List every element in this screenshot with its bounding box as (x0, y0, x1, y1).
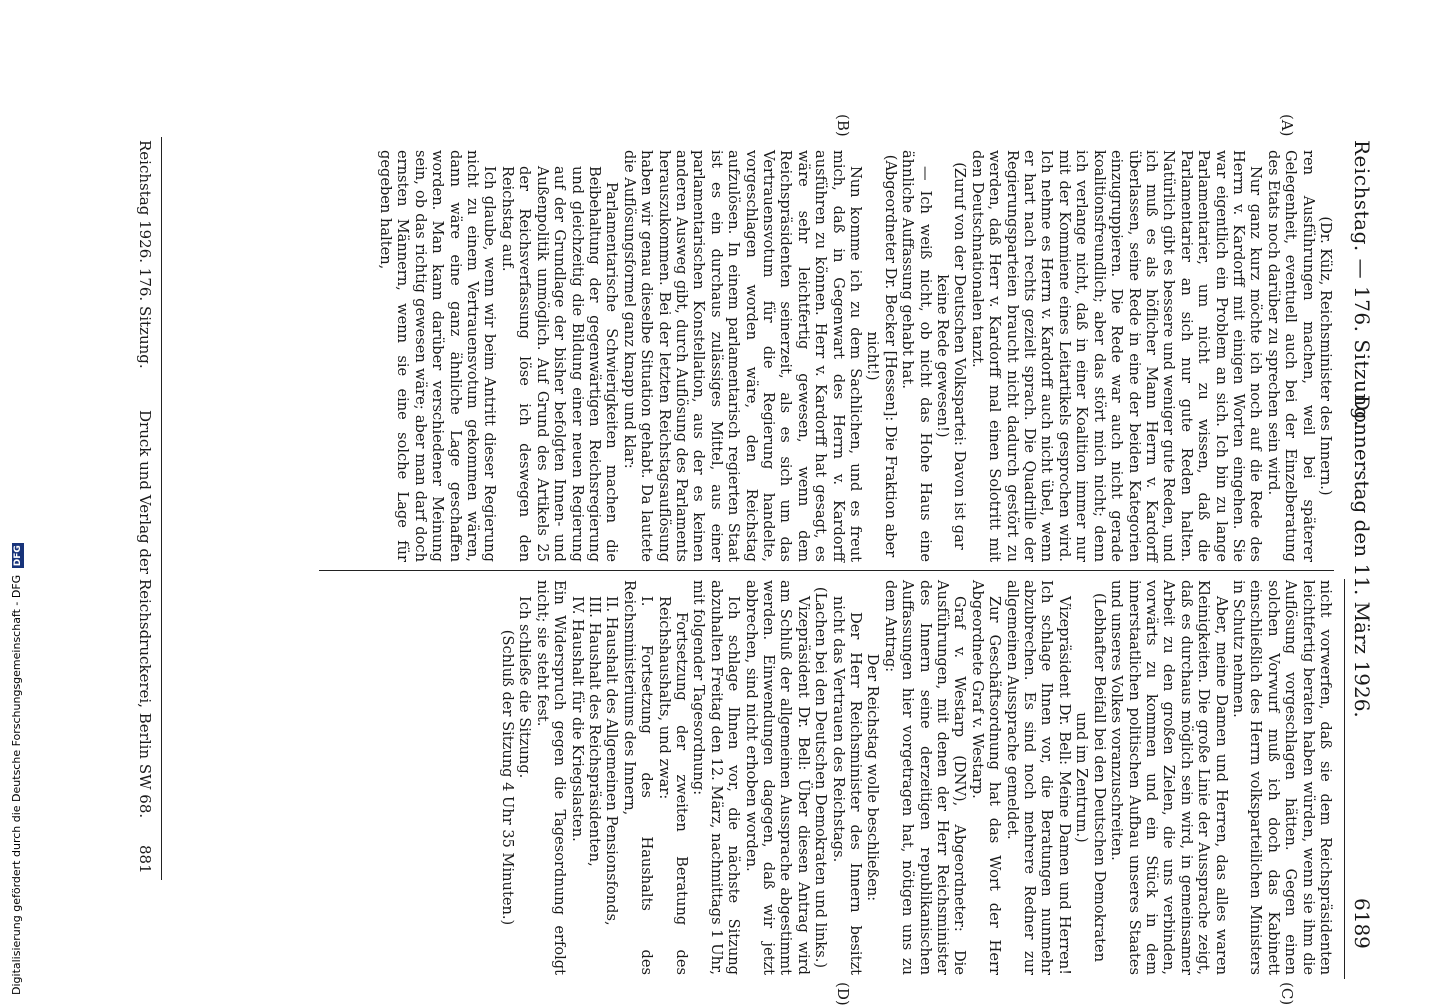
motion-heading: Der Reichstag wolle beschließen: (864, 653, 882, 902)
agenda-item: IV. Haushalt für die Kriegslasten. (568, 596, 586, 842)
margin-marker-d: (D) (834, 982, 852, 1006)
paragraph: Ich schlage Ihnen vor, die nächste Sitzung abzuhalten Freitag den 12. März, nachmittags 1 Uhr, mit folgender Tagesordnung: (690, 580, 743, 975)
paragraph: Graf v. Westarp (DNV), Abgeordneter: Die Ausführungen, mit denen der Herr Reichsminister des Innern seine derzeitigen republikanischen Auffassungen hier vorgetragen hat, nötigen uns zu dem Antrag: (881, 580, 969, 975)
interjection: (Zuruf von der Deutschen Volkspartei: Davon ist gar keine Rede gewesen!) (934, 162, 969, 550)
paragraph: Nun komme ich zu dem Sachlichen, und es freut mich, daß in Gegenwart des Herrn v. Kardorff ausführen zu können. Herr v. Kardorff hat gesagt, es wäre sehr leichtfertig gewesen, wenn dem Reichspräsidenten seinerzeit, als es sich um das Vertrauensvotum für die Regierung handelte, vorgeschlagen worden wäre, den Reichstag aufzulösen. In einem parlamentarisch regierten Staat ist es ein durchaus zulässiges Mittel, aus einer parlamentarischen Konstellation, aus der es keinen anderen Ausweg gibt, durch Auflösung des Parlaments herauszukommen. Bei der letzten Reichstagsauflösung haben wir genau dieselbe Situation gehabt. Da lautete die Auflösungsformel ganz knapp und klar: (620, 150, 865, 562)
digitization-note (10, 543, 24, 995)
paragraph: ren Ausführungen machen, weil bei späterer Gelegenheit, eventuell auch bei der Einzelberatung des Etats noch darüber zu sprechen sein wird. (1264, 150, 1317, 562)
footer-page-number: 881 (136, 845, 154, 874)
footer-rule (161, 137, 162, 880)
margin-marker-b: (B) (834, 114, 852, 137)
dfg-logo: DFG (13, 545, 23, 567)
page-number: 6189 (1350, 898, 1374, 949)
paragraph: nicht vorwerfen, daß sie dem Reichspräsidenten leichtfertig beraten haben würden, wenn sie ihm die Auflösung vorgeschlagen hätten. Gegen einen solchen Vorwurf muß ich doch das Kabinett einschließlich des Herrn volksparteilichen Ministers in Schutz nehmen. (1229, 580, 1334, 975)
paragraph: Vizepräsident Dr. Bell: Über diesen Antrag wird am Schluß der allgemeinen Aussprache abgestimmt werden. Einwendungen dagegen, daß wir jetzt abbrechen, sind nicht erhoben worden. (742, 580, 812, 975)
page-header-left: Reichstag. — 176. Sitzung. (1350, 140, 1374, 427)
page-header-date: Donnerstag den 11. März 1926. (1350, 395, 1374, 718)
paragraph: Aber, meine Damen und Herren, das alles waren Kleinigkeiten. Die große Linie der Aussprache zeigt, daß es durchaus möglich sein wird, in gemeinsamer Arbeit zu den großen Zielen, die uns verbinden, vorwärts zu kommen und ein Stück in dem innerstaatlichen politischen Aufbau unseres Staates und unseres Volkes voranzuschreiten. (1108, 580, 1230, 975)
paragraph: — Ich weiß nicht, ob nicht das Hohe Haus eine ähnliche Auffassung gehabt hat. (899, 150, 934, 562)
margin-marker-a: (A) (1278, 114, 1296, 137)
paragraph: Ich schließe die Sitzung. (516, 596, 534, 779)
interjection: (Abgeordneter Dr. Becker [Hessen]: Die Fraktion aber nicht!) (864, 154, 899, 558)
interjection: (Lachen bei den Deutschen Demokraten und links.) (812, 586, 830, 969)
paragraph: Zur Geschäftsordnung hat das Wort der Herr Abgeordnete Graf v. Westarp. (968, 580, 1004, 975)
closing-note: (Schluß der Sitzung 4 Uhr 35 Minuten.) (498, 629, 516, 926)
footer-printer: Druck und Verlag der Reichsdruckerei, Berlin SW 68. (136, 410, 154, 819)
paragraph: Ein Widerspruch gegen die Tagesordnung erfolgt nicht; sie steht fest. (533, 580, 569, 975)
paragraph: Nur ganz kurz möchte ich noch auf die Rede des Herrn v. Kardorff mit einigen Worten eingehen. Sie war eigentlich ein Problem an sich. Ich bin zu lange Parlamentarier, um nicht zu wissen, daß die Parlamentarier an sich nur gute Reden halten. Natürlich gibt es bessere und weniger gute Reden, und ich muß es als höflicher Mann Herrn v. Kardorff überlassen, seine Rede in eine der beiden Kategorien einzugruppieren. Die Rede war auch nicht gerade koalitionsfreundlich; aber das stört mich nicht; denn ich verlange nicht, daß in einer Koalition immer nur mit der Kommiene eines Leitartikels gesprochen wird. Ich nehme es Herrn v. Kardorff auch nicht übel, wenn er hart nach rechts gezielt sprach. Die Quadrille der Regierungsparteien braucht nicht dadurch gestört zu werden, daß Herr v. Kardorff mal einen Solotritt mit den Deutschnationalen tanzt. (968, 150, 1265, 562)
footer-left: Reichstag 1926. 176. Sitzung. (136, 140, 154, 369)
header-rule (1344, 579, 1345, 979)
paragraph: Ich glaube, wenn wir beim Antritt dieser Regierung nicht zu einem Vertrauensvotum gekommen wären, dann wäre eine ganz ähnliche Lage geschaffen worden. Man kann darüber verschiedener Meinung sein, ob das richtig gewesen wäre; aber man darf doch ernsten Männern, wenn sie eine solche Lage für gegeben halten, (377, 150, 499, 562)
motion-text: Der Herr Reichsminister des Innern besitzt nicht das Vertrauen des Reichstags. (829, 596, 865, 975)
right-column (499, 580, 1335, 975)
quotation: Parlamentarische Schwierigkeiten machen die Beibehaltung der gegenwärtigen Reichsregierung und gleichzeitig die Bildung einer neuen Regierung auf der Grundlage der bisher befolgten Innen- und Außenpolitik unmöglich. Auf Grund des Artikels 25 der Reichsverfassung löse ich deswegen den Reichstag auf. (498, 166, 621, 562)
paragraph: Vizepräsident Dr. Bell: Meine Damen und Herren! Ich schlage Ihnen vor, die Beratungen nunmehr abzubrechen. Es sind noch mehrere Redner zur allgemeinen Aussprache gemeldet. (1003, 580, 1073, 975)
agenda-intro: Fortsetzung der zweiten Beratung des Reichshaushalts, und zwar: (655, 596, 690, 975)
agenda-item: II. Haushalt des Allgemeinen Pensionsfonds, (603, 596, 621, 926)
column-divider (319, 570, 1334, 571)
agenda-item: III. Haushalt des Reichspräsidenten, (585, 596, 603, 867)
margin-marker-c: (C) (1278, 982, 1296, 1006)
left-column (377, 150, 1334, 562)
speaker-note: (Dr. Külz, Reichsminister des Innern.) (1317, 216, 1334, 496)
digitization-text: Digitalisierung gefördert durch die Deutsche Forschungsgemeinschaft - DFG (10, 574, 23, 995)
agenda-item: I. Fortsetzung des Haushalts des Reichsministeriums des Innern, (620, 580, 656, 975)
applause-note: (Lebhafter Beifall bei den Deutschen Demokraten und im Zentrum.) (1073, 592, 1108, 963)
